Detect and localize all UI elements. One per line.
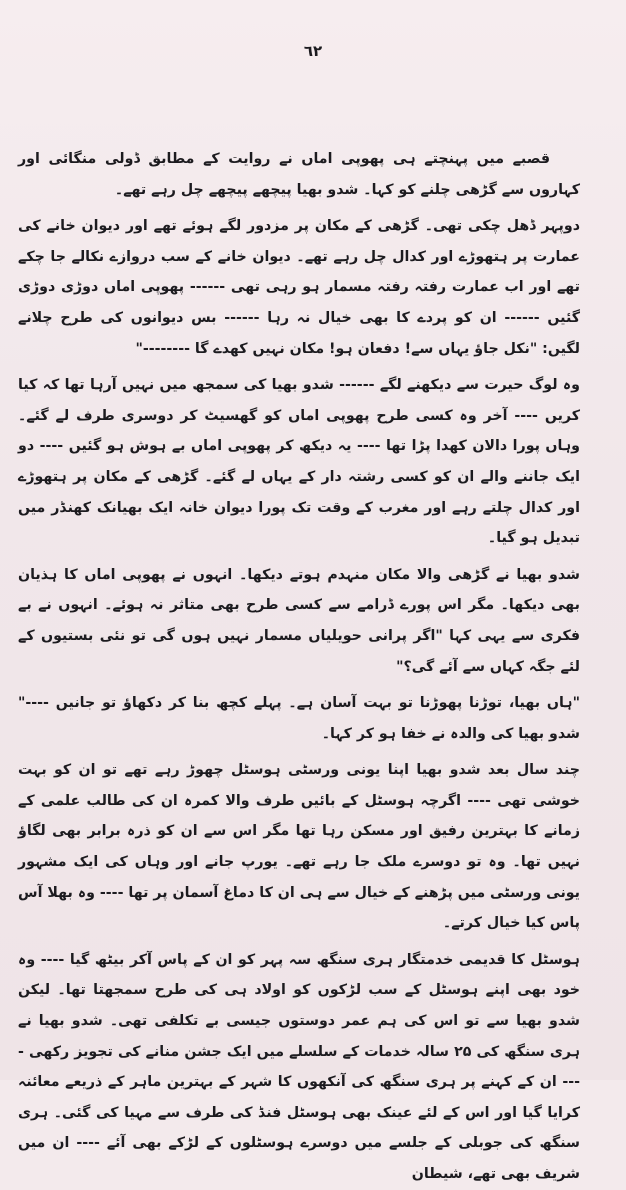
paragraph: شدو بھیا نے گڑھی والا مکان منہدم ہوتے دیکھا۔ انہوں نے پھوپی اماں کا ہذیان بھی دیکھا۔ مگر اس پورے ڈرامے سے کسی طرح بھی متاثر نہ ہوئے۔ انہوں نے بے فکری سے یہی کہا "اگر پرانی حویلیاں مسمار نہیں ہوں گی تو نئی بستیوں کے لئے جگہ کہاں سے آئے گی؟" xyxy=(18,566,580,675)
paragraph: قصبے میں پہنچتے ہی پھوپی اماں نے روایت کے مطابق ڈولی منگائی اور کہاروں سے گڑھی چلنے کو کہا۔ شدو بھیا پیچھے پیچھے چل رہے تھے۔ xyxy=(18,151,580,198)
paragraph: دوپہر ڈھل چکی تھی۔ گڑھی کے مکان پر مزدور لگے ہوئے تھے اور دیوان خانے کی عمارت پر ہتھوڑے اور کدال چل رہے تھے۔ دیوان خانے کے سب دروازے نکالے جا چکے تھے اور اب عمارت رفتہ رفتہ مسمار ہو رہی تھی ------ پھوپی اماں دوڑی دوڑی گئیں ------ ان کو پردے کا بھی خیال نہ رہا ------ بس دیوانوں کی طرح چلانے لگیں: "نکل جاؤ یہاں سے! دفعان ہو! مکان نہیں کھدے گا --------" xyxy=(18,218,580,357)
paragraph: چند سال بعد شدو بھیا اپنا یونی ورسٹی ہوسٹل چھوڑ رہے تھے تو ان کو بہت خوشی تھی ---- اگرچہ ہوسٹل کے بائیں طرف والا کمرہ ان کی طالب علمی کے زمانے کا بہترین رفیق اور مسکن رہا تھا مگر اس سے ان کو ذرہ برابر بھی لگاؤ نہیں تھا۔ وہ تو دوسرے ملک جا رہے تھے۔ یورپ جانے اور وہاں کی ایک مشہور یونی ورسٹی میں پڑھنے کے خیال سے ہی ان کا دماغ آسمان پر تھا ---- وہ بھلا آس پاس کیا خیال کرتے۔ xyxy=(18,762,580,932)
paragraph: "ہاں بھیا، توڑنا پھوڑنا تو بہت آسان ہے۔ پہلے کچھ بنا کر دکھاؤ تو جانیں ----" شدو بھیا کی والدہ نے خفا ہو کر کہا۔ xyxy=(18,695,580,742)
paragraph: ہوسٹل کا قدیمی خدمتگار ہری سنگھ سہ پہر کو ان کے پاس آکر بیٹھ گیا ---- وہ خود بھی اپنے ہوسٹل کے سب لڑکوں کو اولاد ہی کی طرح سمجھتا تھا۔ لیکن شدو بھیا سے تو اس کی ہم عمر دوستوں جیسی بے تکلفی تھی۔ شدو بھیا نے ہری سنگھ کی ۲۵ سالہ خدمات کے سلسلے میں ایک جشن منانے کی تجویز رکھی ---- ان کے کہنے پر ہری سنگھ کی آنکھوں کا شہر کے بہترین ماہر کے ذریعے معائنہ کرایا گیا اور اس کے لئے عینک بھی ہوسٹل فنڈ کی طرف سے مہیا کی گئی۔ ہری سنگھ کی جوبلی کے جلسے میں دوسرے ہوسٹلوں کے لڑکے بھی آئے ---- ان میں شریف بھی تھے، شیطان xyxy=(18,951,581,1182)
page-number: ٦٢ xyxy=(303,42,323,60)
paragraph: وہ لوگ حیرت سے دیکھنے لگے ------ شدو بھیا کی سمجھ میں نہیں آرہا تھا کہ کیا کریں ---- آخر وہ کسی طرح پھوپی اماں کو گھسیٹ کر دوسری طرف لے گئے۔ وہاں پورا دالان کھدا پڑا تھا ---- یہ دیکھ کر پھوپی اماں بے ہوش ہو گئیں ---- دو ایک جاننے والے ان کو کسی رشتہ دار کے یہاں لے گئے۔ گڑھی کے مکان پر ہتھوڑے اور کدال چلتے رہے اور مغرب کے وقت تک پورا دیوان خانہ ایک بھیانک کھنڈر میں تبدیل ہو گیا۔ xyxy=(18,377,580,547)
body-text xyxy=(18,144,580,1190)
